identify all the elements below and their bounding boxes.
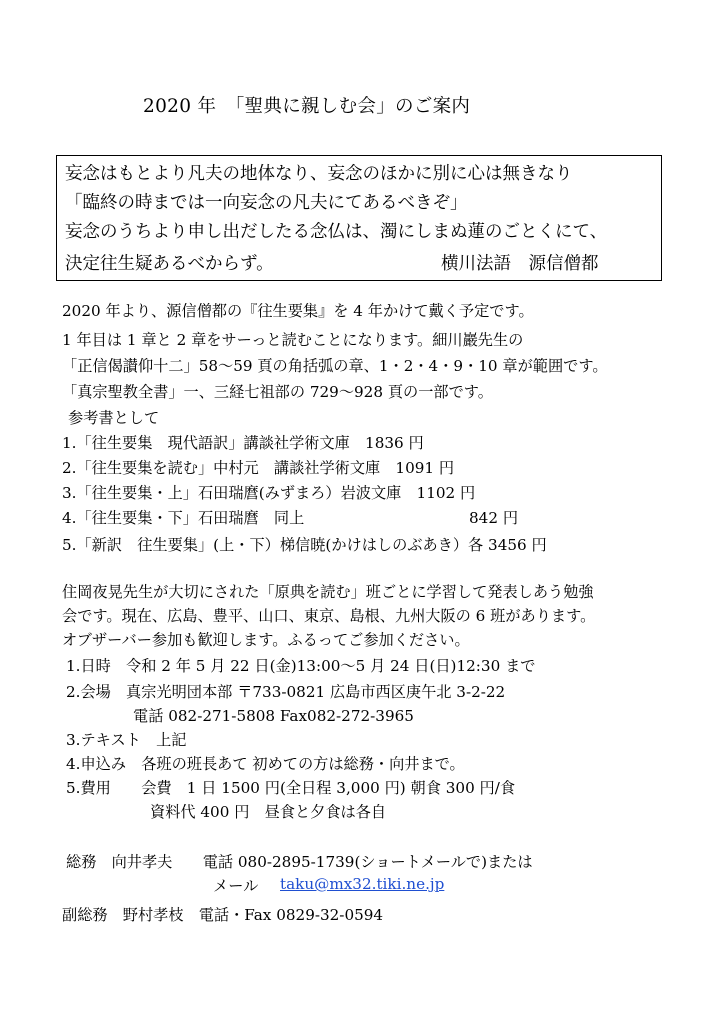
quote-line-1: 妄念はもとより凡夫の地体なり、妄念のほかに別に心は無きなり (65, 164, 573, 184)
detail-phone: 電話 082-271-5808 Fax082-272-3965 (133, 707, 414, 725)
body-paragraph-2: 会です。現在、広島、豊平、山口、東京、島根、九州大阪の 6 班があります。 (62, 607, 596, 625)
body-paragraph-3: オブザーバー参加も歓迎します。ふるってご参加ください。 (62, 631, 470, 649)
contact-general: 総務 向井孝夫 電話 080-2895-1739(ショートメールで)または (66, 853, 533, 871)
page-title: 2020 年 「聖典に親しむ会」のご案内 (143, 96, 471, 117)
quote-line-4 (65, 250, 599, 275)
detail-fee-2: 資料代 400 円 昼食と夕食は各自 (150, 803, 387, 821)
intro-paragraph-1: 2020 年より、源信僧都の『往生要集』を 4 年かけて戴く予定です。 (62, 302, 534, 320)
contact-vice: 副総務 野村孝枝 電話・Fax 0829-32-0594 (62, 906, 384, 924)
quote-line-4-text: 決定往生疑あるべからず。 (65, 254, 274, 274)
contact-email-link[interactable]: taku@mx32.tiki.ne.jp (280, 875, 445, 893)
contact-mail-label: メール (213, 877, 259, 895)
detail-apply: 4.申込み 各班の班長あて 初めての方は総務・向井まで。 (66, 755, 465, 773)
reference-item-3: 3.「往生要集・上」石田瑞麿(みずまろ）岩波文庫 1102 円 (62, 484, 476, 502)
quote-line-3: 妄念のうちより申し出だしたる念仏は、濁にしまぬ蓮のごとくにて、 (65, 222, 608, 242)
reference-item-1: 1.「往生要集 現代語訳」講談社学術文庫 1836 円 (62, 434, 424, 452)
reference-item-4-price: 842 円 (469, 509, 519, 527)
intro-paragraph-4: 「真宗聖教全書」一、三経七祖部の 729〜928 頁の一部です。 (62, 383, 493, 401)
quote-line-2: 「臨終の時までは一向妄念の凡夫にてあるべきぞ」 (65, 193, 468, 213)
reference-heading: 参考書として (68, 409, 160, 427)
quote-signature: 横川法語 源信僧都 (441, 254, 599, 274)
body-paragraph-1: 住岡夜晃先生が大切にされた「原典を読む」班ごとに学習して発表しあう勉強 (62, 583, 594, 601)
reference-item-5: 5.「新訳 往生要集」(上・下）梯信暁(かけはしのぶあき）各 3456 円 (62, 536, 547, 554)
quote-box (56, 155, 662, 281)
detail-venue: 2.会場 真宗光明団本部 〒733-0821 広島市西区庚午北 3-2-22 (66, 683, 506, 701)
intro-paragraph-2: 1 年目は 1 章と 2 章をサーっと読むことになります。細川巖先生の (62, 331, 524, 349)
detail-fee: 5.費用 会費 1 日 1500 円(全日程 3,000 円) 朝食 300 円/食 (66, 779, 516, 797)
reference-item-4: 4.「往生要集・下」石田瑞麿 同上 (62, 509, 305, 527)
intro-paragraph-3: 「正信偈讃仰十二」58〜59 頁の角括弧の章、1・2・4・9・10 章が範囲です。 (62, 357, 608, 375)
reference-item-2: 2.「往生要集を読む」中村元 講談社学術文庫 1091 円 (62, 459, 455, 477)
detail-text: 3.テキスト 上記 (66, 731, 187, 749)
detail-date: 1.日時 令和 2 年 5 月 22 日(金)13:00〜5 月 24 日(日)12:30 まで (66, 657, 536, 675)
